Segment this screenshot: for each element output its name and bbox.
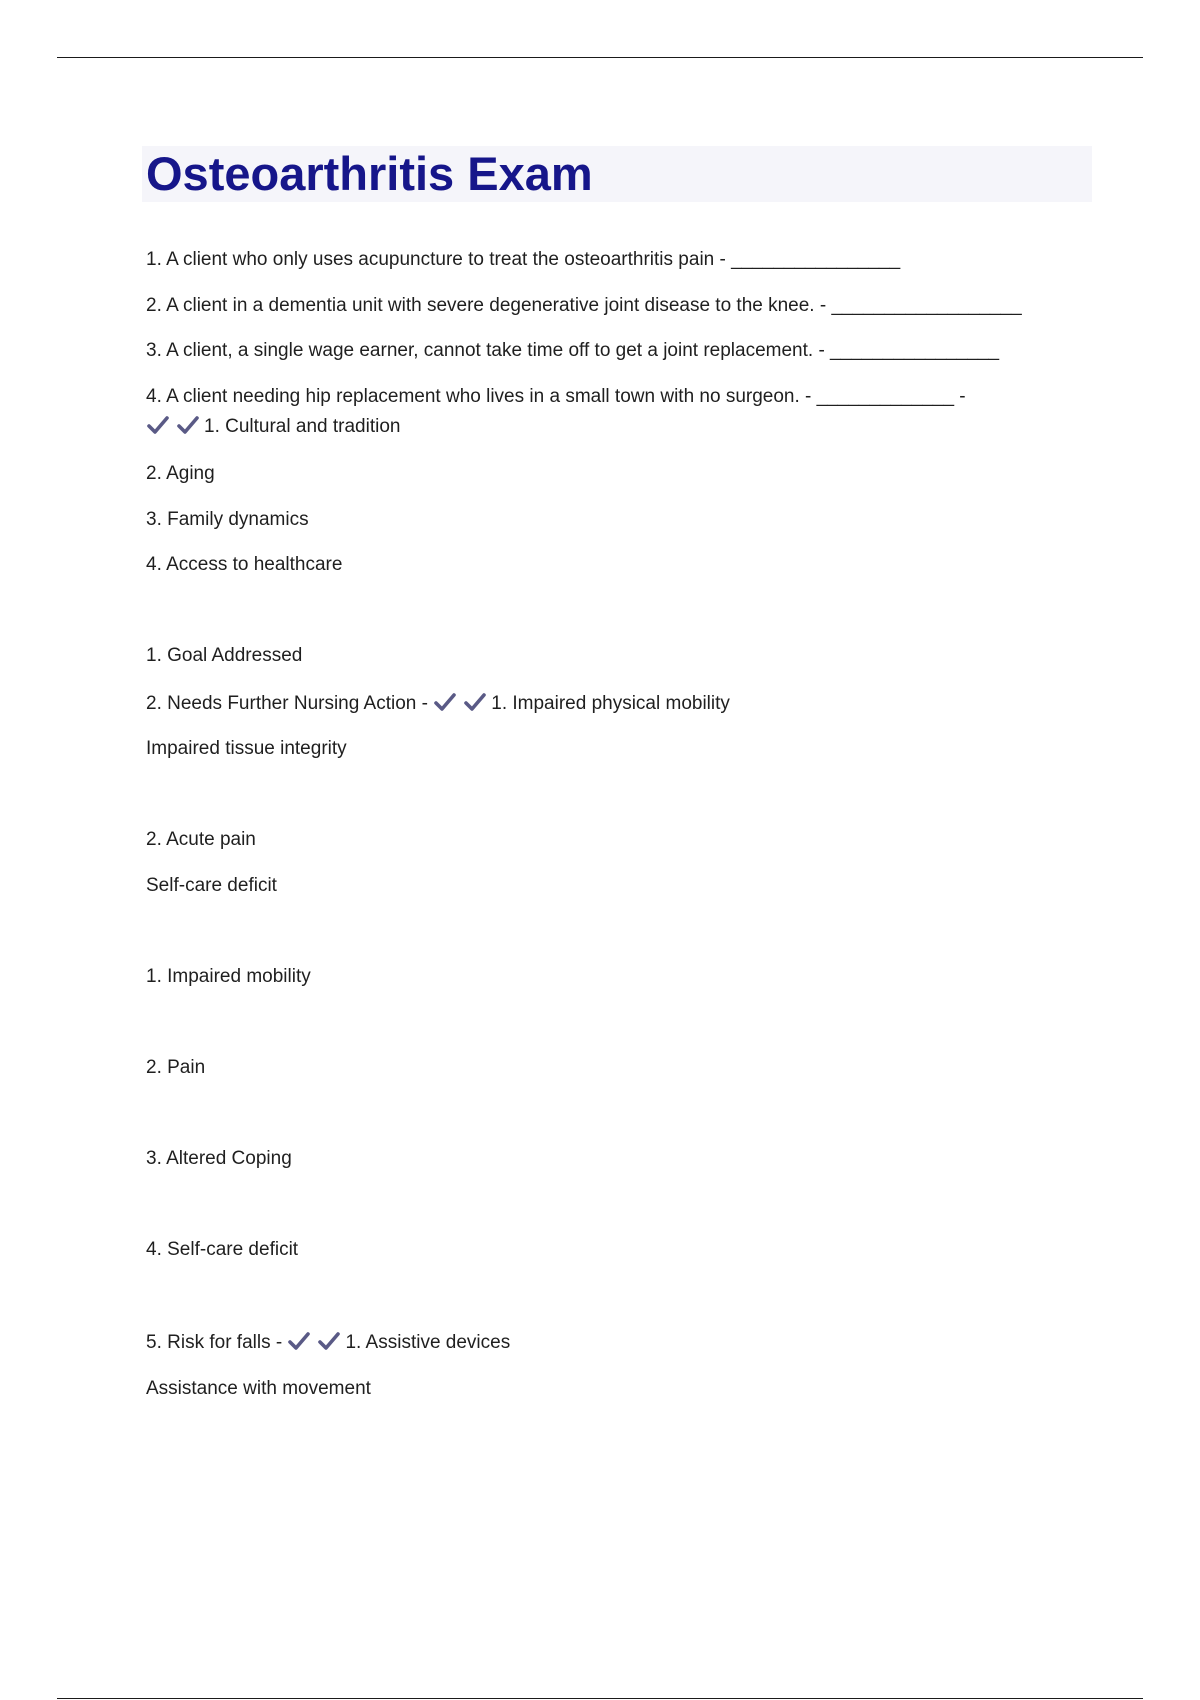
answer-item: 3. Family dynamics bbox=[146, 509, 309, 530]
risk-falls-prompt: 5. Risk for falls - bbox=[146, 1332, 283, 1353]
needs-action-answer: 1. Impaired physical mobility bbox=[491, 693, 730, 714]
double-check bbox=[433, 692, 487, 712]
checkmark-icon bbox=[176, 415, 200, 435]
answer-text: 1. Cultural and tradition bbox=[204, 416, 401, 437]
checkmark-icon bbox=[287, 1331, 311, 1351]
priority-item: 3. Altered Coping bbox=[146, 1148, 292, 1169]
double-check bbox=[146, 415, 200, 435]
double-check bbox=[287, 1331, 341, 1351]
risk-falls-answer: 1. Assistive devices bbox=[345, 1332, 511, 1353]
self-care-deficit: Self-care deficit bbox=[146, 875, 277, 896]
page-title: Osteoarthritis Exam bbox=[146, 147, 593, 200]
bottom-rule bbox=[57, 1698, 1143, 1699]
question-4: 4. A client needing hip replacement who lives in a small town with no surgeon. - _____________ - bbox=[146, 386, 966, 407]
answer-item: 4. Access to healthcare bbox=[146, 554, 343, 575]
checkmark-icon bbox=[146, 415, 170, 435]
priority-item: 2. Pain bbox=[146, 1057, 206, 1078]
checkmark-icon bbox=[463, 692, 487, 712]
risk-falls-line bbox=[146, 1331, 510, 1355]
goal-addressed: 1. Goal Addressed bbox=[146, 645, 303, 666]
answer-line bbox=[146, 415, 400, 439]
priority-item: 1. Impaired mobility bbox=[146, 966, 311, 987]
question-1: 1. A client who only uses acupuncture to treat the osteoarthritis pain - ________________ bbox=[146, 249, 901, 270]
answer-item: 2. Aging bbox=[146, 463, 215, 484]
top-rule bbox=[57, 57, 1143, 58]
checkmark-icon bbox=[433, 692, 457, 712]
checkmark-icon bbox=[317, 1331, 341, 1351]
acute-pain: 2. Acute pain bbox=[146, 829, 256, 850]
assistance-movement: Assistance with movement bbox=[146, 1378, 371, 1399]
question-3: 3. A client, a single wage earner, cannot take time off to get a joint replacement. - ________________ bbox=[146, 340, 1000, 361]
priority-item: 4. Self-care deficit bbox=[146, 1239, 299, 1260]
impaired-tissue: Impaired tissue integrity bbox=[146, 738, 347, 759]
needs-action-prompt: 2. Needs Further Nursing Action - bbox=[146, 693, 428, 714]
needs-action-line bbox=[146, 692, 730, 716]
question-2: 2. A client in a dementia unit with severe degenerative joint disease to the knee. - __________________ bbox=[146, 295, 1022, 316]
